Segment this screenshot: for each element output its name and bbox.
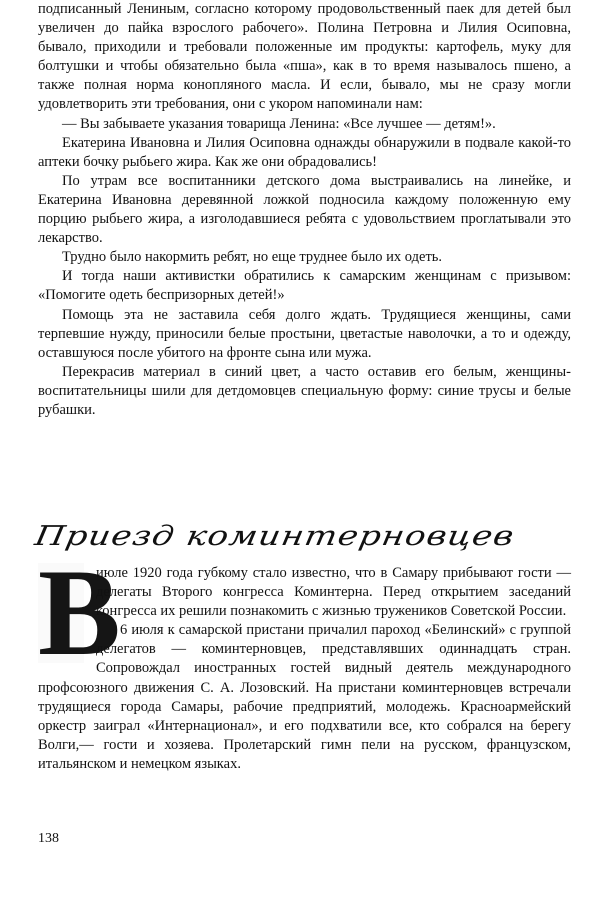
paragraph: подписанный Лениным, согласно которому продовольственный паек для детей был увеличен до пайка взрослого рабочего». Полина Петровна и Лилия Осиповна, бывало, приходили и требовали положенные им продукты: картофель, муку для болтушки и чтобы обязательно была «пша», как в то время называлось пшено, а также полная норма конопляного масла. И если, бывало, мы не сразу могли удовлетворить эти требования, они с укором напоминали нам: (38, 1, 571, 113)
continued-text (38, 0, 571, 420)
page-number: 138 (38, 831, 59, 846)
paragraph: По утрам все воспитанники детского дома выстраивались на линейке, и Екатерина Ивановна деревянной ложкой подносила каждому положенную ему порцию рыбьего жира, а изголодавшиеся ребята с удовольствием проглатывали это лекарство. (38, 172, 571, 247)
paragraph: И тогда наши активистки обратились к самарским женщинам с призывом: «Помогите одеть беспризорных детей!» (38, 268, 571, 304)
paragraph: июле 1920 года губкому стало известно, что в Самару прибывают гости — делегаты Второго конгресса Коминтерна. Перед открытием заседаний конгресса их решили познакомить с жизнью тружеников Советской России. (96, 565, 571, 620)
paragraph: 6 июля к самарской пристани причалил пароход «Белинский» с группой делегатов — коминтерновцев, представлявших одиннадцать стран. Сопровождал иностранных гостей видный деятель международного профсоюзного движения С. А. Лозовский. На пристани коминтерновцев встречали трудящиеся города Самары, рабочие предприятий, молодежь. Красноармейский оркестр заиграл «Интернационал», и его подхватили все, кто собрался на берегу Волги,— гости и хозяева. Пролетарский гимн пели на русском, французском, итальянском и немецком языках. (38, 622, 571, 772)
paragraph: Трудно было накормить ребят, но еще труднее было их одеть. (62, 249, 443, 266)
paragraph: Перекрасив материал в синий цвет, а часто оставив его белым, женщины-воспитательницы шили для детдомовцев специальную форму: синие трусы и белые рубашки. (38, 363, 571, 418)
paragraph: Екатерина Ивановна и Лилия Осиповна однажды обнаружили в подвале какой-то аптеки бочку рыбьего жира. Как же они обрадовались! (38, 134, 571, 170)
paragraph: Помощь эта не заставила себя долго ждать. Трудящиеся женщины, сами терпевшие нужду, приносили белые простыни, цветастые наволочки, а то и одежду, оставшуюся после убитого на фронте сына или мужа. (38, 306, 571, 361)
section-title: Приезд коминтерновцев (32, 520, 518, 552)
paragraph: — Вы забываете указания товарища Ленина: «Все лучшее — детям!». (62, 115, 496, 132)
drop-cap-letter: В (38, 544, 121, 681)
section-text (38, 544, 571, 774)
